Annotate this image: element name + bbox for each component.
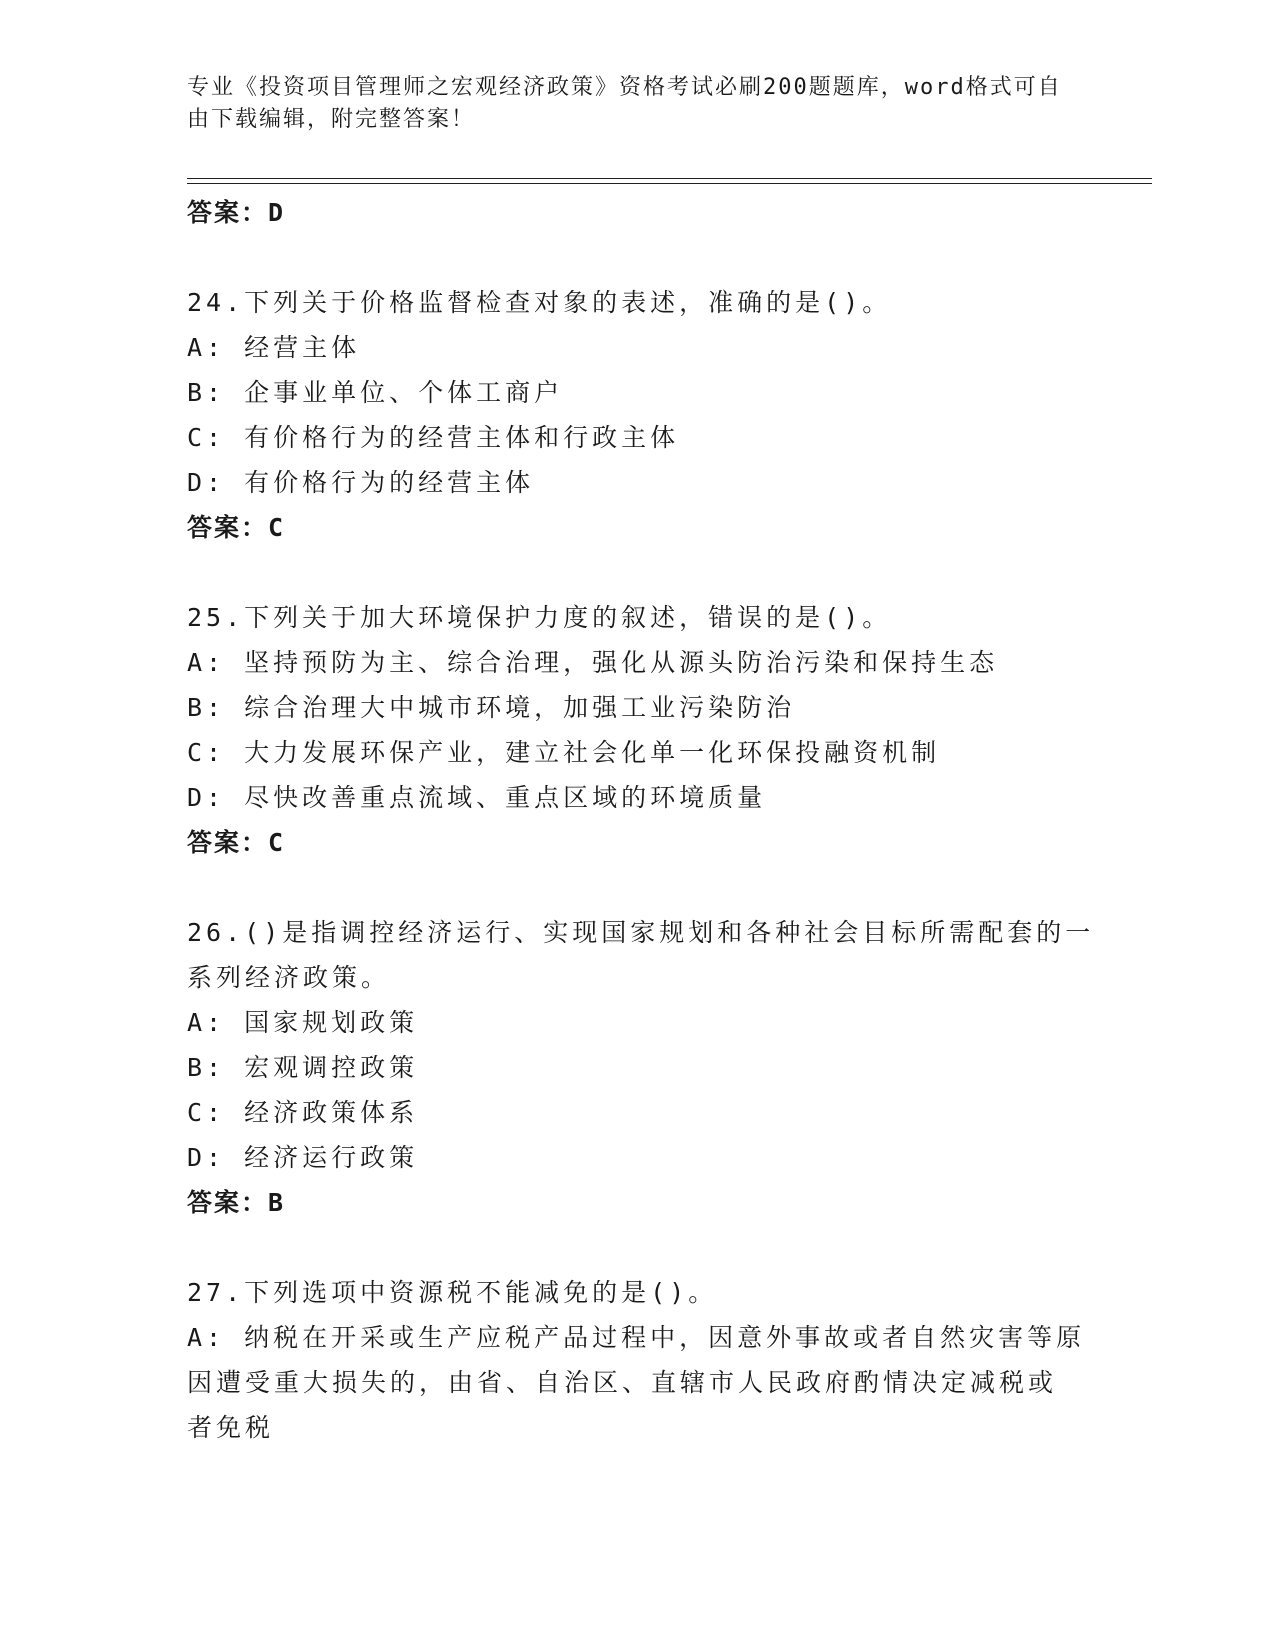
header-rule-bottom: [187, 183, 1152, 184]
option-d: D: 有价格行为的经营主体: [187, 468, 535, 497]
question-stem-line-1: 26.()是指调控经济运行、实现国家规划和各种社会目标所需配套的一: [187, 918, 1095, 947]
question-stem: 25.下列关于加大环境保护力度的叙述，错误的是()。: [187, 603, 892, 632]
question-stem: 27.下列选项中资源税不能减免的是()。: [187, 1278, 718, 1307]
question-26: [187, 910, 1095, 1225]
spacer: [187, 235, 1067, 280]
option-a: A: 坚持预防为主、综合治理，强化从源头防治污染和保持生态: [187, 648, 999, 677]
option-a-line-2: 因遭受重大损失的，由省、自治区、直辖市人民政府酌情决定减税或: [187, 1368, 1058, 1397]
header-rule-top: [187, 178, 1152, 179]
question-list: [187, 190, 1095, 1450]
option-c: C: 经济政策体系: [187, 1098, 419, 1127]
spacer: [187, 865, 1067, 910]
option-a-line-1: A: 纳税在开采或生产应税产品过程中，因意外事故或者自然灾害等原: [187, 1323, 1086, 1352]
option-a: A: 经营主体: [187, 333, 361, 362]
answer-prev: 答案：D: [187, 198, 286, 227]
option-d: D: 经济运行政策: [187, 1143, 419, 1172]
document-header: [187, 72, 1067, 136]
answer: 答案：C: [187, 828, 286, 857]
option-b: B: 综合治理大中城市环境，加强工业污染防治: [187, 693, 796, 722]
header-text: 专业《投资项目管理师之宏观经济政策》资格考试必刷200题题库，word格式可自由下载编辑，附完整答案！: [187, 75, 1062, 132]
spacer: [187, 1225, 1067, 1270]
answer: 答案：B: [187, 1188, 286, 1217]
question-stem-line-2: 系列经济政策。: [187, 963, 391, 992]
answer: 答案：C: [187, 513, 286, 542]
option-c: C: 大力发展环保产业，建立社会化单一化环保投融资机制: [187, 738, 941, 767]
spacer: [187, 550, 1067, 595]
option-b: B: 宏观调控政策: [187, 1053, 419, 1082]
question-stem: 24.下列关于价格监督检查对象的表述，准确的是()。: [187, 288, 892, 317]
question-25: [187, 595, 1067, 865]
option-a: A: 国家规划政策: [187, 1008, 419, 1037]
option-b: B: 企事业单位、个体工商户: [187, 378, 564, 407]
question-27: [187, 1270, 1086, 1450]
option-d: D: 尽快改善重点流域、重点区域的环境质量: [187, 783, 767, 812]
option-c: C: 有价格行为的经营主体和行政主体: [187, 423, 680, 452]
option-a-line-3: 者免税: [187, 1413, 275, 1442]
question-24: [187, 280, 1067, 550]
